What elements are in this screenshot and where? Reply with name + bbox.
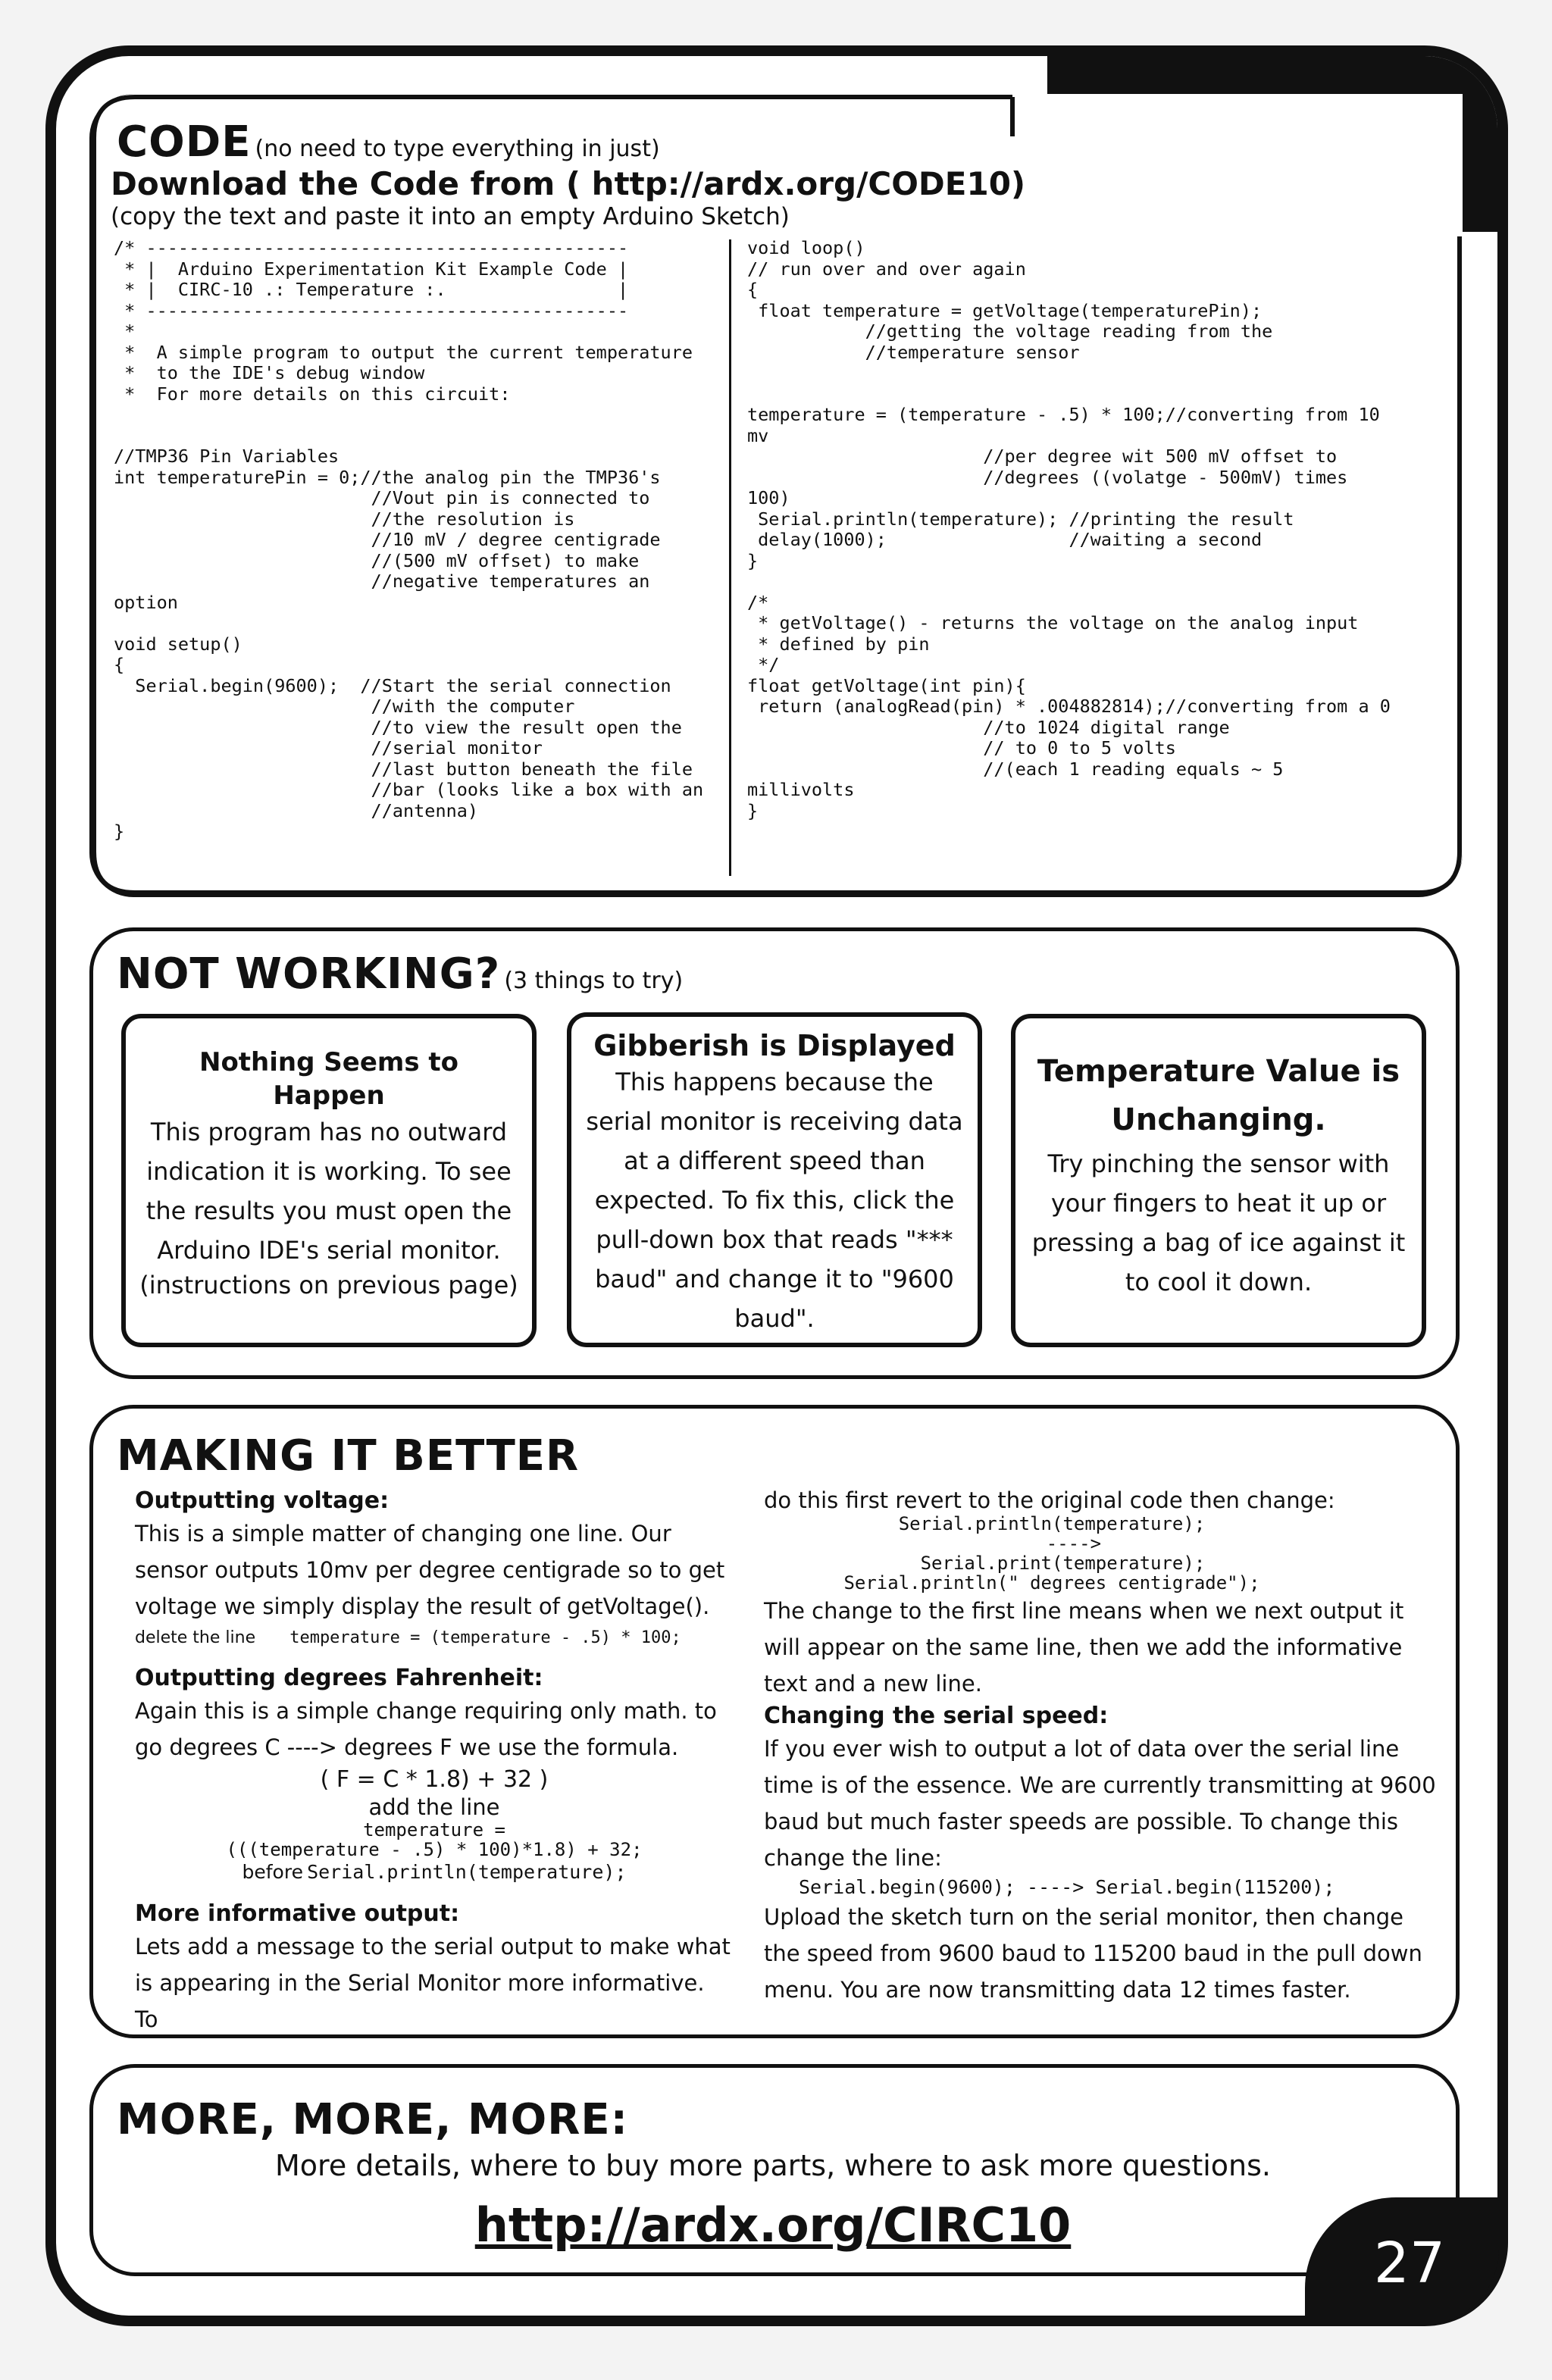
tip-box-unchanging	[1011, 1014, 1426, 1347]
tip-extra: (instructions on previous page)	[139, 1271, 518, 1299]
code-right: void loop() // run over and over again { float temperature = getVoltage(temperaturePin); //getting the voltage reading from the //temperature sensor temperature = (temperature - .5) * 100;//converting from 10 mv //per degree wit 500 mV offset to //degrees ((volatge - 500mV) times 100) Serial.println(temperature); //printing the result delay(1000); //waiting a second } /* * getVoltage() - returns the voltage on the analog input * defined by pin */ float getVoltage(int pin){ return (analogRead(pin) * .004882814);//converting from a 0 //to 1024 digital range // to 0 to 5 volts //(each 1 reading equals ~ 5 millivolts }	[747, 237, 1391, 821]
delete-label: delete the line	[135, 1628, 256, 1647]
tip-title: Gibberish is Displayed	[593, 1029, 956, 1062]
more-link[interactable]: http://ardx.org/CIRC10	[474, 2197, 1072, 2253]
tip-box-nothing-happens	[121, 1014, 537, 1347]
delete-code: temperature = (temperature - .5) * 100;	[289, 1628, 681, 1647]
add-line-label: add the line	[368, 1794, 500, 1820]
not-working-note: (3 things to try)	[504, 968, 684, 994]
outputting-voltage-text: This is a simple matter of changing one line. Our sensor outputs 10mv per degree centigrade so to get voltage we simply display the result of getVoltage().	[135, 1521, 725, 1619]
more-text: More details, where to buy more parts, where to ask more questions.	[275, 2149, 1271, 2182]
download-line[interactable]: Download the Code from ( http://ardx.org/CODE10)	[111, 165, 1026, 202]
tip-body: Try pinching the sensor with your fingers to heat it up or pressing a bag of ice against it to cool it down.	[1031, 1149, 1406, 1296]
making-better-right	[764, 1487, 1438, 2008]
making-better-left	[135, 1487, 734, 2038]
before-label: before	[242, 1860, 303, 1883]
outputting-voltage-heading: Outputting voltage:	[135, 1487, 390, 1514]
not-working-heading-row	[117, 949, 1026, 999]
more-heading: MORE, MORE, MORE:	[117, 2095, 629, 2144]
before-code: Serial.println(temperature);	[307, 1860, 627, 1883]
code-heading: CODE	[117, 117, 252, 167]
tip-body: This happens because the serial monitor is receiving data at a different speed than expected. To fix this, click the pull-down box that reads "*** baud" and change it to "9600 baud".	[586, 1068, 963, 1333]
informative-output-heading: More informative output:	[135, 1900, 460, 1927]
revert-text: do this first revert to the original code then change:	[764, 1487, 1335, 1513]
fahrenheit-heading: Outputting degrees Fahrenheit:	[135, 1664, 543, 1691]
tip-box-gibberish	[567, 1012, 982, 1347]
tip-title: Nothing Seems to Happen	[199, 1047, 459, 1111]
not-working-heading: NOT WORKING?	[117, 949, 501, 999]
serial-speed-result: Upload the sketch turn on the serial monitor, then change the speed from 9600 baud to 115200 baud in the pull down menu. You are now transmitting data 12 times faster.	[764, 1904, 1422, 2003]
code-heading-note: (no need to type everything in just)	[255, 136, 660, 162]
tip-title: Temperature Value is Unchanging.	[1037, 1054, 1400, 1137]
serial-speed-text: If you ever wish to output a lot of data over the serial line time is of the essence. We are currently transmitting at 9600 baud but much faster speeds are possible. To change this change the line:	[764, 1736, 1436, 1871]
tip-body: This program has no outward indication it is working. To see the results you must open the Arduino IDE's serial monitor.	[146, 1118, 512, 1265]
copy-note: (copy the text and paste it into an empty Arduino Sketch)	[111, 203, 790, 230]
fahrenheit-text: Again this is a simple change requiring only math. to go degrees C ----> degrees F we use the formula.	[135, 1697, 717, 1760]
formula: ( F = C * 1.8) + 32 )	[320, 1765, 549, 1793]
serial-speed-heading: Changing the serial speed:	[764, 1703, 1109, 1729]
informative-output-text: Lets add a message to the serial output to make what is appearing in the Serial Monitor more informative. To	[135, 1933, 731, 2032]
informative-code: Serial.println(temperature); ----> Serial.print(temperature); Serial.println(" degrees centigrade");	[843, 1513, 1260, 1593]
serial-speed-code: Serial.begin(9600); ----> Serial.begin(115200);	[799, 1876, 1335, 1898]
add-code: temperature = (((temperature - .5) * 100)*1.8) + 32;	[226, 1819, 643, 1860]
informative-explanation: The change to the first line means when we next output it will appear on the same line, then we add the informative text and a new line.	[764, 1598, 1404, 1697]
making-better-heading: MAKING IT BETTER	[117, 1431, 580, 1481]
page-number: 27	[1373, 2231, 1446, 2296]
code-left: /* --------------------------------------------- * | Arduino Experimentation Kit Example Code | * | CIRC-10 .: Temperature :. | * --------------------------------------------- * * A simple program to output the current temperature * to the IDE's debug window * For more details on this circuit: //TMP36 Pin Variables int temperaturePin = 0;//the analog pin the TMP36's //Vout pin is connected to //the resolution is //10 mV / degree centigrade //(500 mV offset) to make //negative temperatures an option void setup() { Serial.begin(9600); //Start the serial connection //with the computer //to view the result open the //serial monitor //last button beneath the file //bar (looks like a box with an //antenna) }	[114, 237, 704, 842]
code-heading-row	[117, 117, 1026, 167]
code-divider	[729, 239, 731, 876]
